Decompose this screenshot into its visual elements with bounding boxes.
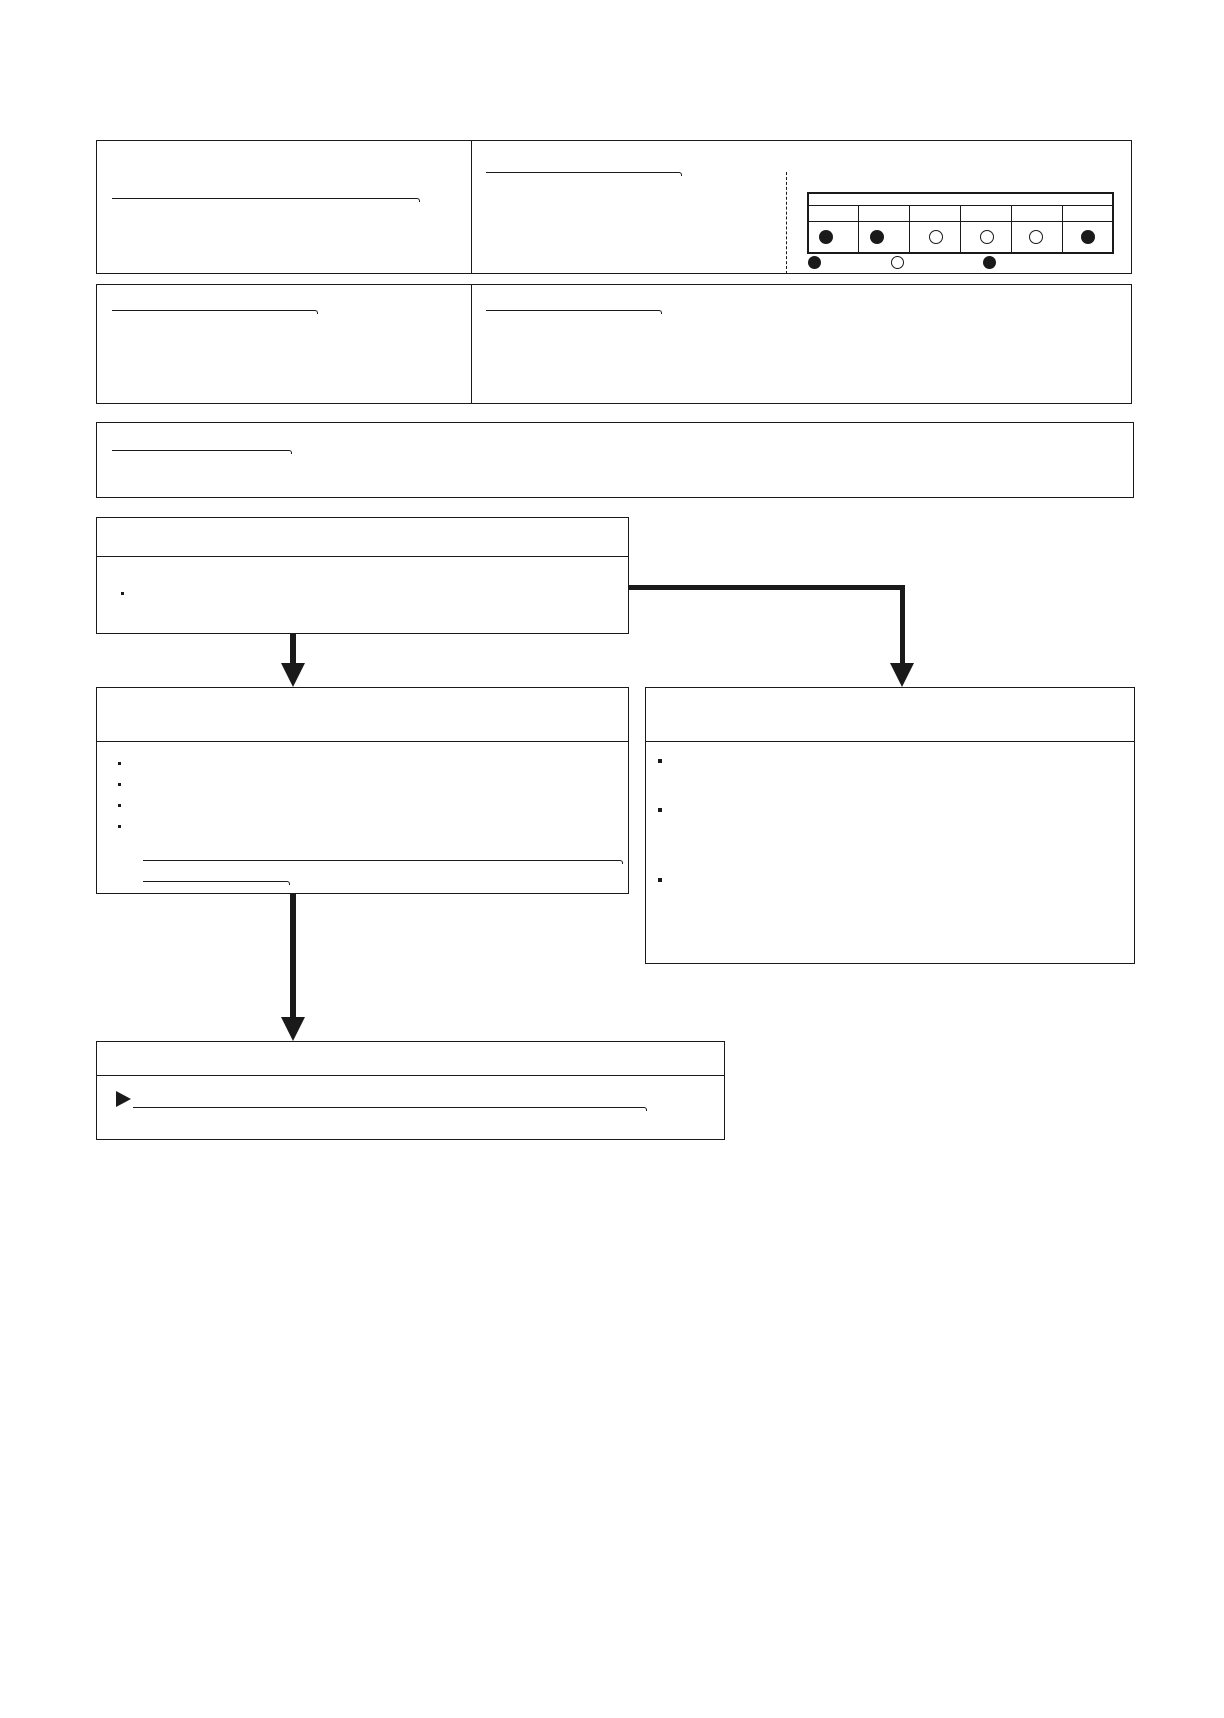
- step2-left-reference-line[interactable]: [143, 860, 623, 864]
- arrow-head-icon: [281, 1017, 305, 1041]
- legend-filled-circle: [808, 256, 821, 269]
- play-arrow-icon: [116, 1091, 131, 1107]
- indicator-open-circle: [1029, 230, 1043, 244]
- bullet: [121, 592, 124, 595]
- header-left-heading: [112, 198, 420, 202]
- legend-filled-circle: [983, 256, 996, 269]
- bullet: [118, 804, 121, 807]
- bullet: [118, 762, 121, 765]
- bullet: [658, 808, 662, 812]
- bullet: [118, 825, 121, 828]
- arrow-head-icon: [281, 663, 305, 687]
- step3-box: [96, 1041, 725, 1140]
- info-right-heading: [486, 310, 662, 314]
- info-left-heading: [112, 310, 318, 314]
- indicator-col-line: [858, 205, 859, 254]
- indicator-filled-circle: [1081, 230, 1095, 244]
- bullet: [658, 759, 662, 763]
- indicator-open-circle: [929, 230, 943, 244]
- indicator-col-line: [909, 205, 910, 254]
- notice-heading: [112, 450, 292, 454]
- flow-arrow-down: [900, 585, 905, 664]
- legend-open-circle: [891, 256, 904, 269]
- arrow-head-icon: [890, 663, 914, 687]
- step2-left-reference-line[interactable]: [143, 881, 290, 885]
- info-divider: [471, 284, 472, 404]
- indicator-filled-circle: [819, 230, 833, 244]
- step1-title-divider: [96, 556, 629, 557]
- step1-box: [96, 517, 629, 634]
- step2-right-title-divider: [645, 741, 1135, 742]
- step2-right-box: [645, 687, 1135, 964]
- header-right-heading: [486, 172, 682, 176]
- step2-left-title-divider: [96, 741, 629, 742]
- flow-arrow-down: [290, 894, 296, 1018]
- indicator-col-line: [960, 205, 961, 254]
- indicator-open-circle: [980, 230, 994, 244]
- dashed-separator: [786, 172, 787, 274]
- bullet: [658, 878, 662, 882]
- bullet: [118, 783, 121, 786]
- indicator-col-line: [1011, 205, 1012, 254]
- indicator-filled-circle: [870, 230, 884, 244]
- step3-title-divider: [96, 1075, 725, 1076]
- notice-panel: [96, 422, 1134, 498]
- step3-link-line[interactable]: [133, 1107, 647, 1111]
- flow-arrow-right: [629, 585, 905, 590]
- indicator-col-line: [1062, 205, 1063, 254]
- flow-arrow-down: [290, 634, 296, 664]
- header-divider: [471, 140, 472, 274]
- info-panel: [96, 284, 1132, 404]
